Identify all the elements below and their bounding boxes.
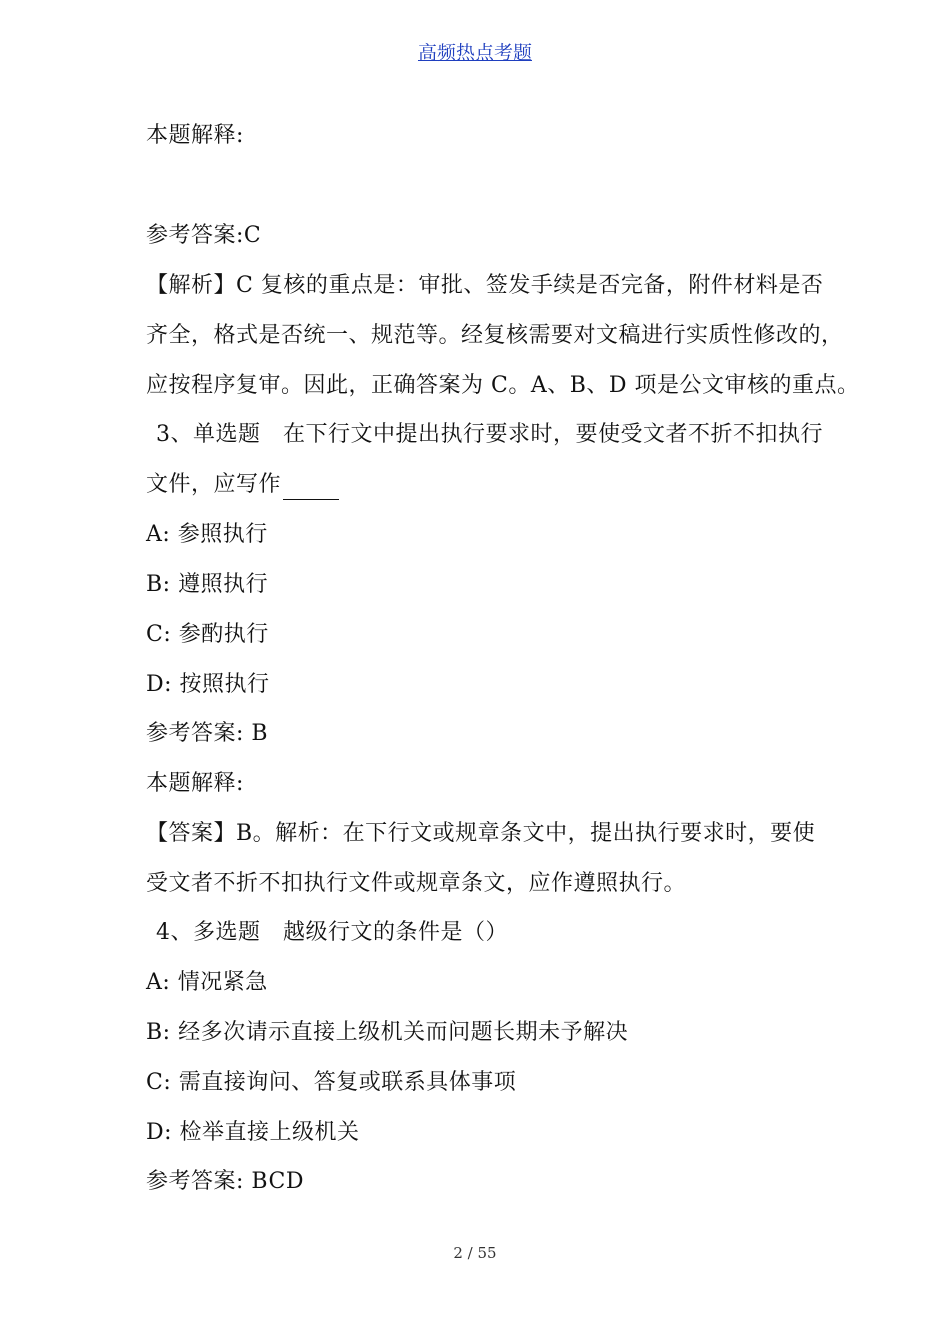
answer-line: 参考答案:C xyxy=(146,223,262,248)
question-text-content: 文件，应写作 xyxy=(146,472,282,497)
answer-blank xyxy=(283,477,339,500)
option-c: C: 参酌执行 xyxy=(146,622,269,647)
option-b: B: 经多次请示直接上级机关而问题长期未予解决 xyxy=(146,1020,629,1045)
question-text xyxy=(146,470,814,500)
page-number: 2 / 55 xyxy=(453,1244,497,1262)
analysis-line: 齐全，格式是否统一、规范等。经复核需要对文稿进行实质性修改的， xyxy=(146,323,844,348)
analysis-line: 应按程序复审。因此，正确答案为 C。A、B、D 项是公文审核的重点。 xyxy=(146,373,860,398)
question-heading: 3、单选题 在下行文中提出执行要求时，要使受文者不折不扣执行 xyxy=(156,422,823,447)
option-c: C: 需直接询问、答复或联系具体事项 xyxy=(146,1070,517,1095)
explanation-label: 本题解释: xyxy=(146,771,244,796)
option-d: D: 检举直接上级机关 xyxy=(146,1120,360,1145)
option-d: D: 按照执行 xyxy=(146,672,270,697)
question-heading: 4、多选题 越级行文的条件是（） xyxy=(156,920,508,945)
answer-line: 参考答案: B xyxy=(146,721,269,746)
analysis-line: 【解析】C 复核的重点是：审批、签发手续是否完备，附件材料是否 xyxy=(146,273,824,298)
answer-line: 参考答案: BCD xyxy=(146,1169,304,1194)
option-b: B: 遵照执行 xyxy=(146,572,269,597)
analysis-line: 受文者不折不扣执行文件或规章条文，应作遵照执行。 xyxy=(146,871,687,896)
explanation-label: 本题解释: xyxy=(146,123,244,148)
option-a: A: 参照执行 xyxy=(146,522,268,547)
option-a: A: 情况紧急 xyxy=(146,970,268,995)
analysis-line: 【答案】B。解析：在下行文或规章条文中，提出执行要求时，要使 xyxy=(146,821,816,846)
header-title-link[interactable]: 高频热点考题 xyxy=(417,42,532,64)
